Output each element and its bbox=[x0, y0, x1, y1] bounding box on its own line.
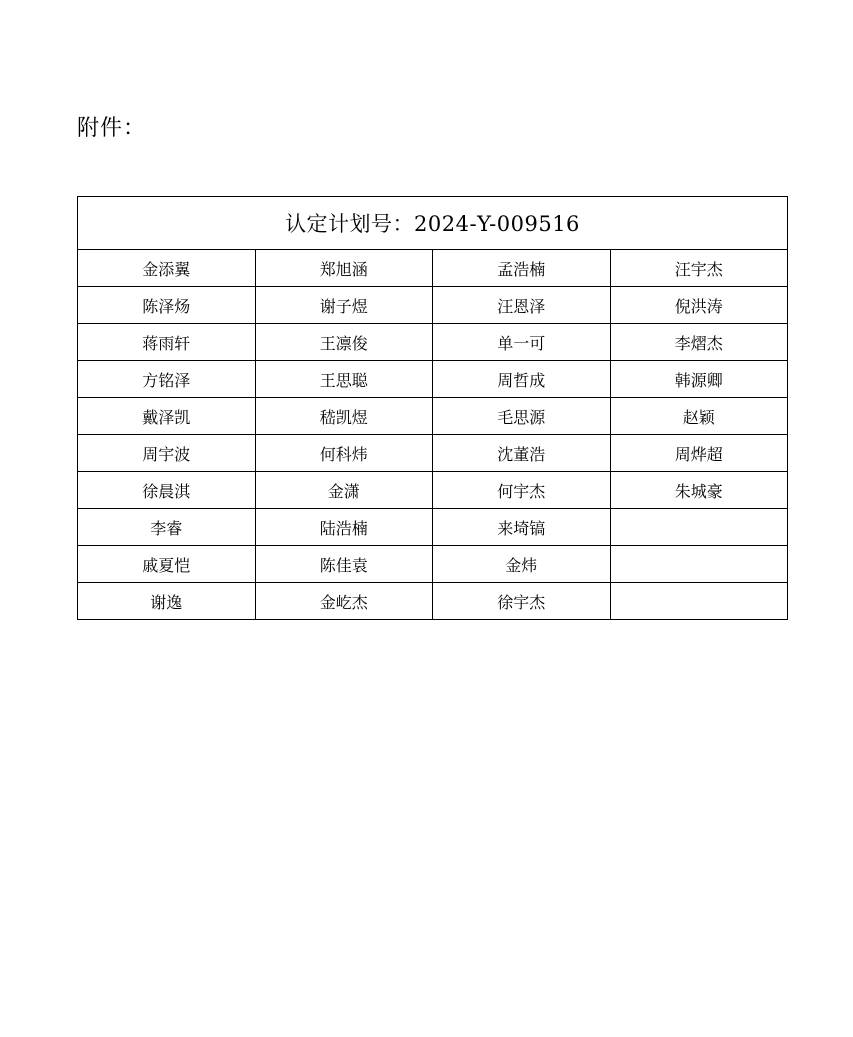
name-cell bbox=[610, 546, 788, 583]
plan-number-title: 认定计划号：2024-Y-009516 bbox=[78, 197, 788, 250]
name-cell: 方铭泽 bbox=[78, 361, 256, 398]
name-cell: 单一可 bbox=[433, 324, 611, 361]
name-cell: 谢子煜 bbox=[255, 287, 433, 324]
name-cell: 李熠杰 bbox=[610, 324, 788, 361]
name-cell: 陆浩楠 bbox=[255, 509, 433, 546]
name-cell bbox=[610, 583, 788, 620]
name-cell: 郑旭涵 bbox=[255, 250, 433, 287]
name-cell: 金潇 bbox=[255, 472, 433, 509]
name-cell: 倪洪涛 bbox=[610, 287, 788, 324]
name-cell: 蒋雨轩 bbox=[78, 324, 256, 361]
name-cell: 赵颖 bbox=[610, 398, 788, 435]
name-cell: 戚夏恺 bbox=[78, 546, 256, 583]
table-row bbox=[78, 546, 788, 583]
name-cell: 周宇波 bbox=[78, 435, 256, 472]
name-cell: 王思聪 bbox=[255, 361, 433, 398]
name-cell: 金添翼 bbox=[78, 250, 256, 287]
attachment-label: 附件： bbox=[77, 116, 147, 141]
name-cell: 谢逸 bbox=[78, 583, 256, 620]
name-cell: 何科炜 bbox=[255, 435, 433, 472]
name-cell: 金屹杰 bbox=[255, 583, 433, 620]
table-row bbox=[78, 361, 788, 398]
table-row bbox=[78, 435, 788, 472]
name-cell: 孟浩楠 bbox=[433, 250, 611, 287]
table-title-row bbox=[78, 197, 788, 250]
name-cell: 嵇凯煜 bbox=[255, 398, 433, 435]
name-cell: 戴泽凯 bbox=[78, 398, 256, 435]
name-cell: 李睿 bbox=[78, 509, 256, 546]
name-cell: 徐晨淇 bbox=[78, 472, 256, 509]
name-cell: 徐宇杰 bbox=[433, 583, 611, 620]
name-cell: 汪宇杰 bbox=[610, 250, 788, 287]
table-row bbox=[78, 398, 788, 435]
name-cell: 韩源卿 bbox=[610, 361, 788, 398]
name-cell: 何宇杰 bbox=[433, 472, 611, 509]
name-cell: 周哲成 bbox=[433, 361, 611, 398]
name-cell: 朱城豪 bbox=[610, 472, 788, 509]
name-cell: 毛思源 bbox=[433, 398, 611, 435]
name-cell: 沈董浩 bbox=[433, 435, 611, 472]
name-table bbox=[77, 196, 788, 620]
name-cell: 陈佳袁 bbox=[255, 546, 433, 583]
name-cell: 王凛俊 bbox=[255, 324, 433, 361]
table-row bbox=[78, 287, 788, 324]
name-cell: 汪恩泽 bbox=[433, 287, 611, 324]
table-row bbox=[78, 583, 788, 620]
table-row bbox=[78, 472, 788, 509]
table-row bbox=[78, 324, 788, 361]
name-cell bbox=[610, 509, 788, 546]
name-cell: 陈泽炀 bbox=[78, 287, 256, 324]
name-cell: 金炜 bbox=[433, 546, 611, 583]
name-cell: 周烨超 bbox=[610, 435, 788, 472]
table-row bbox=[78, 250, 788, 287]
name-cell: 来埼镐 bbox=[433, 509, 611, 546]
table-row bbox=[78, 509, 788, 546]
